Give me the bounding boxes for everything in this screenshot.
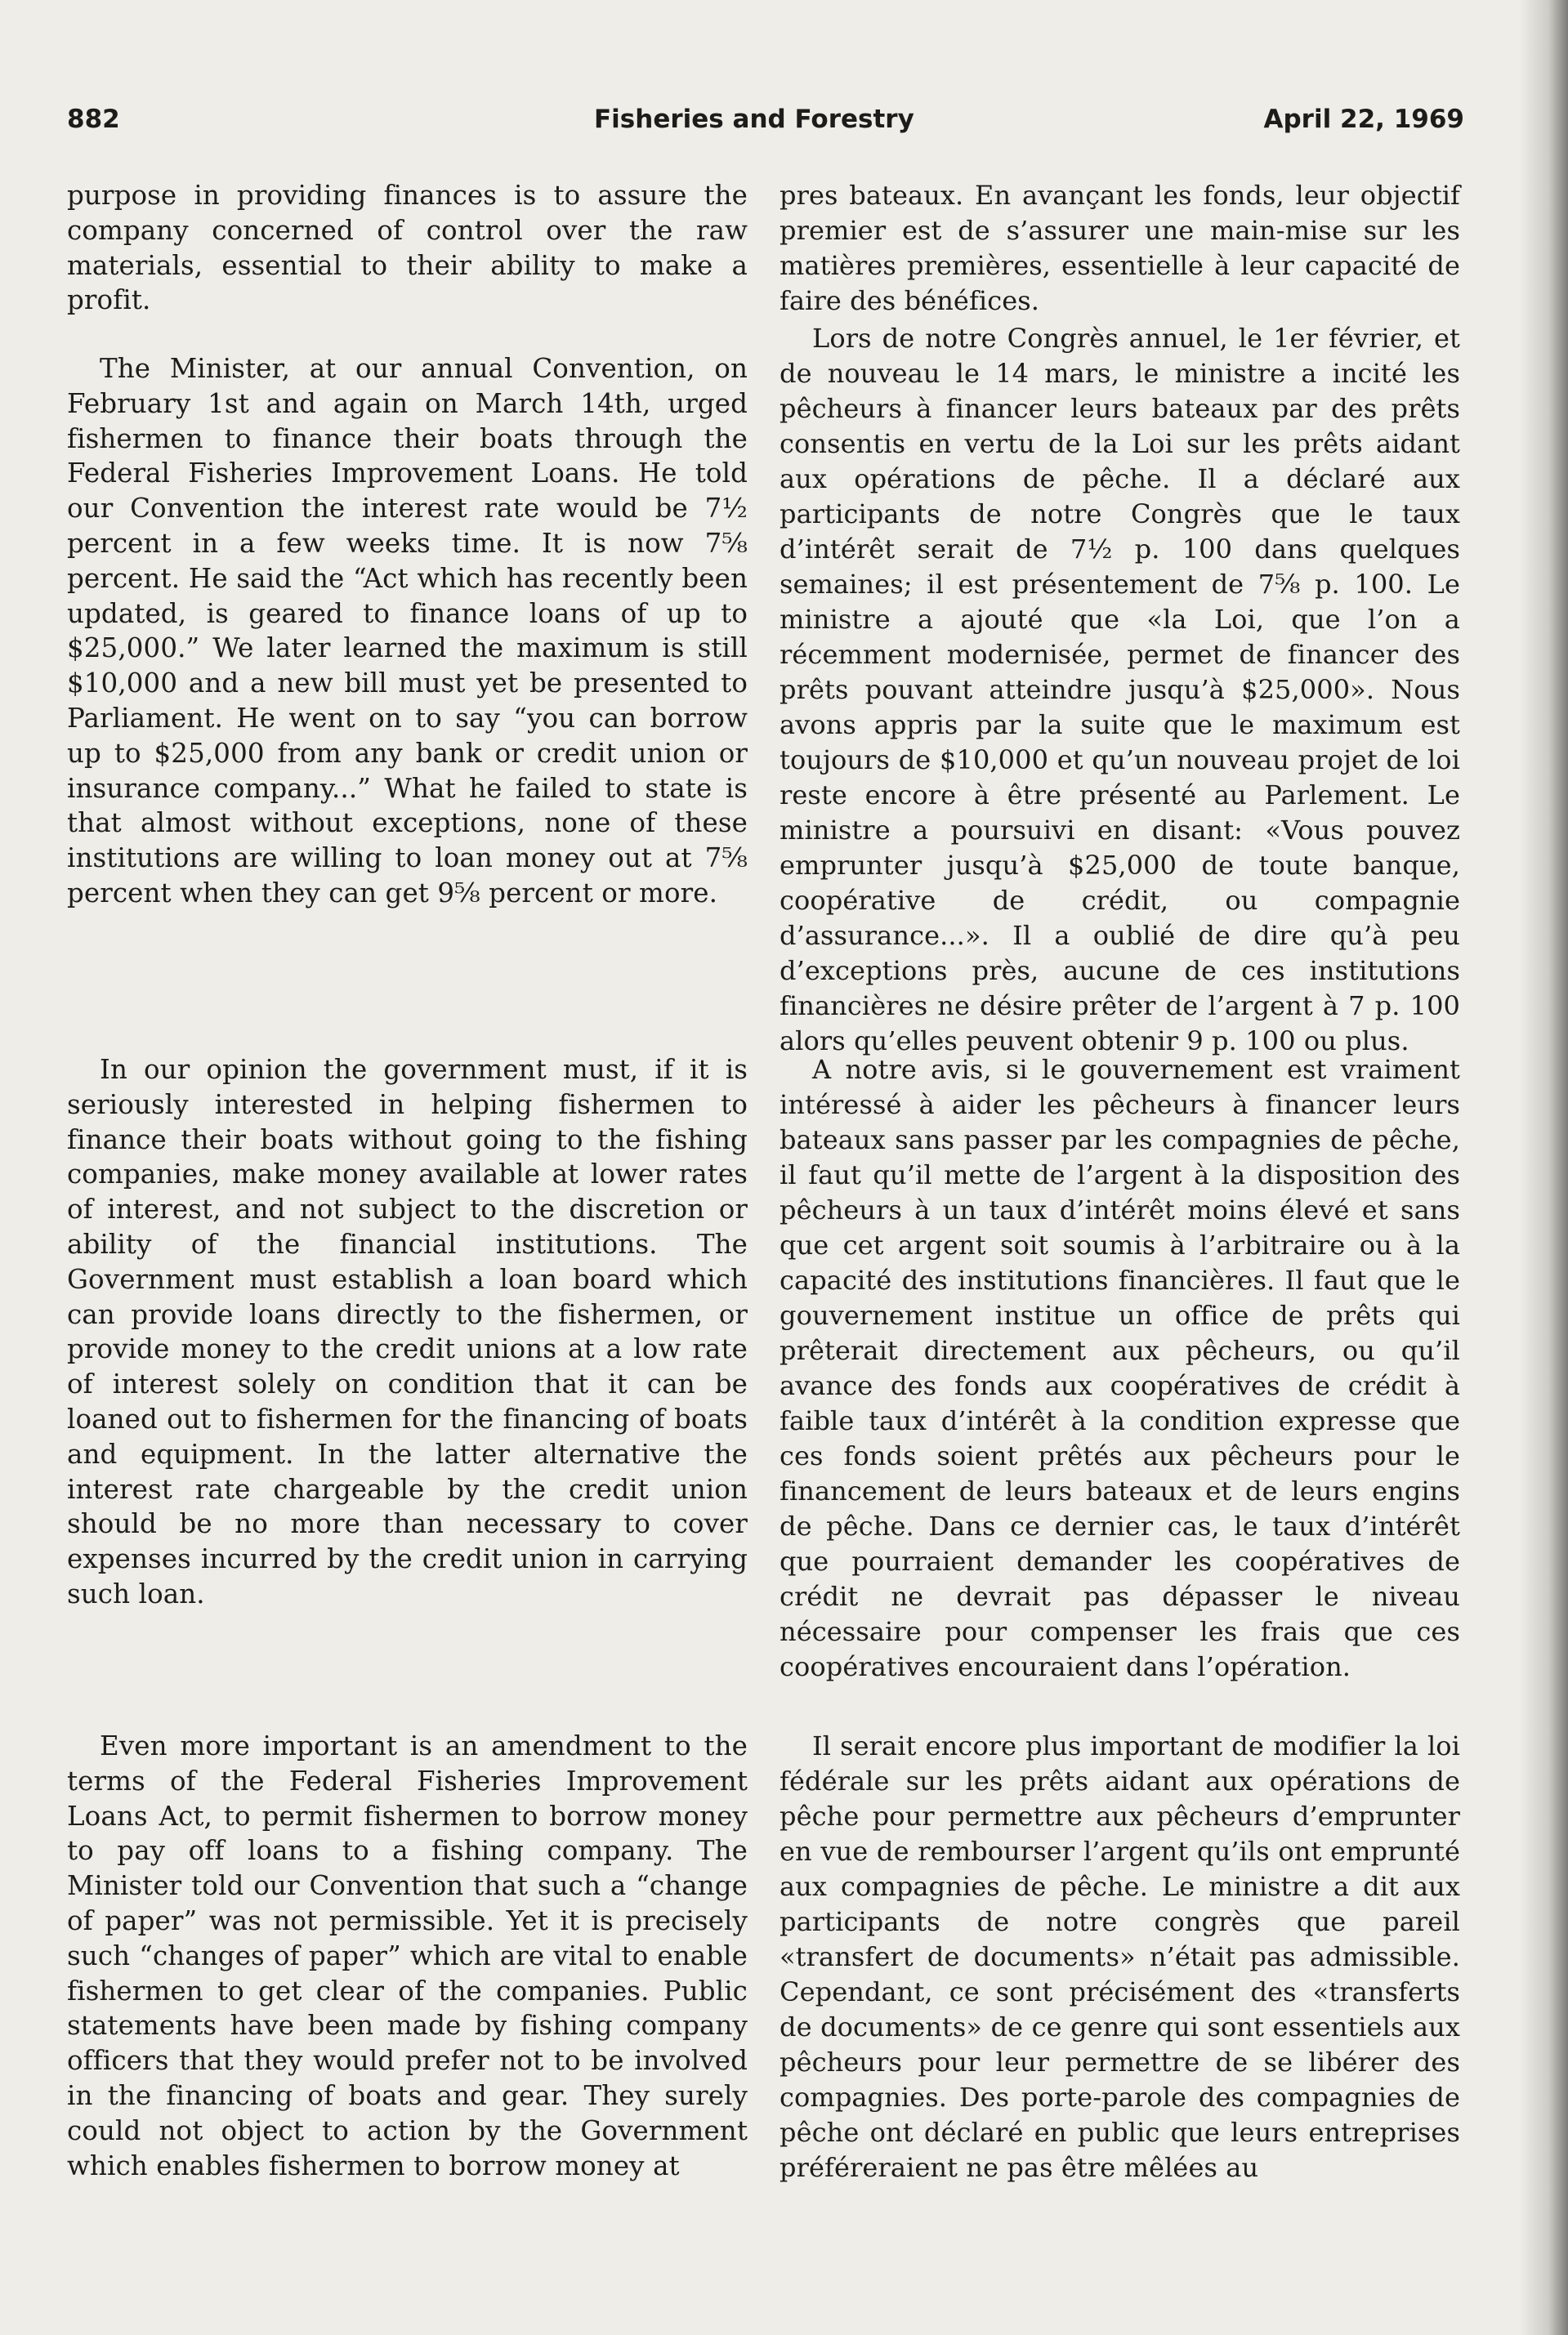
header-date: April 22, 1969 bbox=[1263, 105, 1464, 134]
page-header bbox=[67, 105, 1464, 154]
french-paragraph-4: Il serait encore plus important de modifier la loi fédérale sur les prêts aidant aux opérations de pêche pour permettre aux pêcheurs d’emprunter en vue de rembourser l’argent qu’ils ont emprunté aux compagnies de pêche. Le ministre a dit aux participants de notre congrès que pareil «transfert de documents» n’était pas admissible. Cependant, ce sont précisément des «transferts de documents» de ce genre qui sont essentiels aux pêcheurs pour leur permettre de se libérer des compagnies. Des porte-parole des compagnies de pêche ont déclaré en public que leurs entreprises préféreraient ne pas être mêlées au bbox=[780, 1730, 1460, 2183]
running-title: Fisheries and Forestry bbox=[594, 105, 914, 134]
english-paragraph-3: In our opinion the government must, if it is seriously interested in helping fishermen to finance their boats without going to the fishing companies, make money available at lower rates of interest, and not subject to the discretion or ability of the financial institutions. The Government must establish a loan board which can provide loans directly to the fishermen, or provide money to the credit unions at a low rate of interest solely on condition that it can be loaned out to fishermen for the financing of boats and equipment. In the latter alternative the interest rate chargeable by the credit union should be no more than necessary to cover expenses incurred by the credit union in carrying such loan. bbox=[67, 1054, 748, 1609]
page-edge-shadow bbox=[1519, 0, 1568, 2335]
french-paragraph-1: pres bateaux. En avançant les fonds, leur objectif premier est de s’assurer une main-mise sur les matières premières, essentielle à leur capacité de faire des bénéfices. bbox=[780, 180, 1460, 316]
french-paragraph-2: Lors de notre Congrès annuel, le 1er février, et de nouveau le 14 mars, le ministre a incité les pêcheurs à financer leurs bateaux par des prêts consentis en vertu de la Loi sur les prêts aidant aux opérations de pêche. Il a déclaré aux participants de notre Congrès que le taux d’intérêt serait de 7½ p. 100 dans quelques semaines; il est présentement de 7⅝ p. 100. Le ministre a ajouté que «la Loi, que l’on a récemment modernisée, permet de financer des prêts pouvant atteindre jusqu’à $25,000». Nous avons appris par la suite que le maximum est toujours de $10,000 et qu’un nouveau projet de loi reste encore à être présenté au Parlement. Le ministre a poursuivi en disant: «Vous pouvez emprunter jusqu’à $25,000 de toute banque, coopérative de crédit, ou compagnie d’assurance...». Il a oublié de dire qu’à peu d’exceptions près, aucune de ces institutions financières ne désire prêter de l’argent à 7 p. 100 alors qu’elles peuvent obtenir 9 p. 100 ou plus. bbox=[780, 323, 1460, 1056]
english-paragraph-4: Even more important is an amendment to the terms of the Federal Fisheries Improvement Loans Act, to permit fishermen to borrow money to pay off loans to a fishing company. The Minister told our Convention that such a “change of paper” was not permissible. Yet it is precisely such “changes of paper” which are vital to enable fishermen to get clear of the companies. Public statements have been made by fishing company officers that they would prefer not to be involved in the financing of boats and gear. They surely could not object to action by the Government which enables fishermen to borrow money at bbox=[67, 1730, 748, 2181]
french-paragraph-3: A notre avis, si le gouvernement est vraiment intéressé à aider les pêcheurs à financer leurs bateaux sans passer par les compagnies de pêche, il faut qu’il mette de l’argent à la disposition des pêcheurs à un taux d’intérêt moins élevé et sans que cet argent soit soumis à l’arbitraire ou à la capacité des institutions financières. Il faut que le gouvernement institue un office de prêts qui prêterait directement aux pêcheurs, ou qu’il avance des fonds aux coopératives de crédit à faible taux d’intérêt à la condition expresse que ces fonds soient prêtés aux pêcheurs pour le financement de leurs bateaux et de leurs engins de pêche. Dans ce dernier cas, le taux d’intérêt que pourraient demander les coopératives de crédit ne devrait pas dépasser le niveau nécessaire pour compenser les frais que ces coopératives encouraient dans l’opération. bbox=[780, 1054, 1460, 1682]
english-paragraph-1: purpose in providing finances is to assure the company concerned of control over the raw materials, essential to their ability to make a profit. bbox=[67, 180, 748, 316]
page-number: 882 bbox=[67, 105, 120, 134]
english-paragraph-2: The Minister, at our annual Convention, on February 1st and again on March 14th, urged fishermen to finance their boats through the Federal Fisheries Improvement Loans. He told our Convention the interest rate would be 7½ percent in a few weeks time. It is now 7⅝ percent. He said the “Act which has recently been updated, is geared to finance loans of up to $25,000.” We later learned the maximum is still $10,000 and a new bill must yet be presented to Parliament. He went on to say “you can borrow up to $25,000 from any bank or credit union or insurance company...” What he failed to state is that almost without exceptions, none of these institutions are willing to loan money out at 7⅝ percent when they can get 9⅝ percent or more. bbox=[67, 353, 748, 909]
